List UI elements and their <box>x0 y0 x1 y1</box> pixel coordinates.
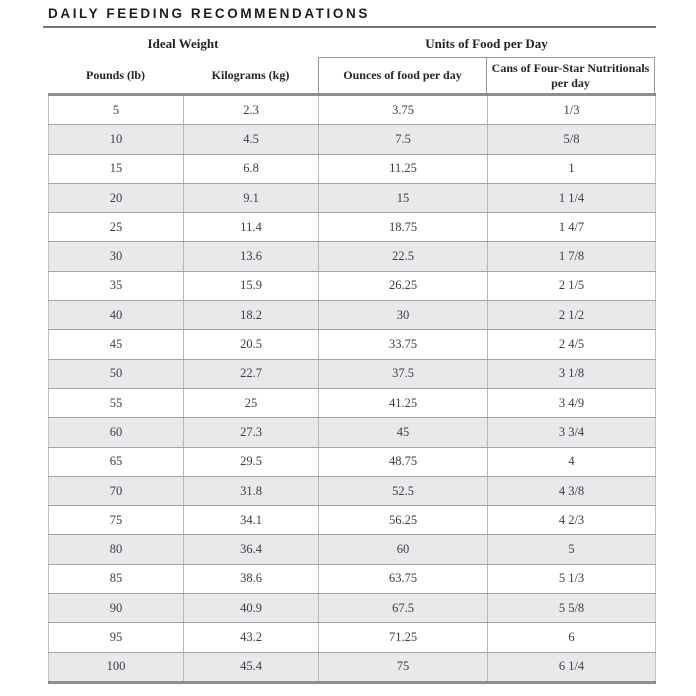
table-row <box>49 564 656 593</box>
column-header-kilograms-kg: Kilograms (kg) <box>211 67 290 82</box>
table-row <box>49 652 656 682</box>
cell-ounces-of-food-per-day: 15 <box>319 183 488 212</box>
cell-kilograms-kg: 25 <box>184 388 319 417</box>
cell-pounds-lb: 20 <box>49 183 184 212</box>
table-row <box>49 388 656 417</box>
cell-kilograms-kg: 4.5 <box>184 125 319 154</box>
cell-kilograms-kg: 29.5 <box>184 447 319 476</box>
cell-cans-per-day: 5/8 <box>488 125 656 154</box>
table-row <box>49 125 656 154</box>
table-row <box>49 242 656 271</box>
group-header-units-of-food: Units of Food per Day <box>425 36 548 51</box>
cell-pounds-lb: 45 <box>49 330 184 359</box>
cell-kilograms-kg: 20.5 <box>184 330 319 359</box>
cell-pounds-lb: 35 <box>49 271 184 300</box>
table-row <box>49 330 656 359</box>
table-row <box>49 447 656 476</box>
table-row <box>49 95 656 125</box>
cell-pounds-lb: 100 <box>106 659 126 674</box>
cell-cans-per-day: 4 <box>488 447 656 476</box>
table-row <box>49 213 656 242</box>
cell-pounds-lb: 75 <box>49 506 184 535</box>
table-row <box>49 183 656 212</box>
table-row <box>49 301 656 330</box>
cell-kilograms-kg: 11.4 <box>184 213 319 242</box>
cell-cans-per-day: 3 1/8 <box>488 359 656 388</box>
cell-cans-per-day: 2 4/5 <box>488 330 656 359</box>
column-header-ounces-of-food-per-day: Ounces of food per day <box>318 57 487 93</box>
cell-ounces-of-food-per-day: 75 <box>319 652 488 682</box>
cell-ounces-of-food-per-day: 37.5 <box>319 359 488 388</box>
table-row <box>49 271 656 300</box>
cell-pounds-lb: 90 <box>49 594 184 623</box>
cell-kilograms-kg: 31.8 <box>184 476 319 505</box>
cell-pounds-lb: 25 <box>49 213 184 242</box>
cell-ounces-of-food-per-day: 26.25 <box>319 271 488 300</box>
cell-cans-per-day: 2 1/2 <box>488 301 656 330</box>
cell-ounces-of-food-per-day: 45 <box>319 418 488 447</box>
cell-cans-per-day: 6 1/4 <box>488 652 656 682</box>
cell-kilograms-kg: 6.8 <box>184 154 319 183</box>
table-row <box>49 476 656 505</box>
cell-pounds-lb: 5 <box>49 95 184 125</box>
table-row <box>49 623 656 652</box>
cell-kilograms-kg: 27.3 <box>184 418 319 447</box>
cell-ounces-of-food-per-day: 41.25 <box>319 388 488 417</box>
cell-pounds-lb: 50 <box>49 359 184 388</box>
cell-kilograms-kg: 15.9 <box>184 271 319 300</box>
table-body <box>49 95 656 683</box>
cell-ounces-of-food-per-day: 52.5 <box>319 476 488 505</box>
cell-kilograms-kg: 13.6 <box>184 242 319 271</box>
cell-cans-per-day: 2 1/5 <box>488 271 656 300</box>
cell-ounces-of-food-per-day: 30 <box>319 301 488 330</box>
table-row <box>49 359 656 388</box>
cell-kilograms-kg: 43.2 <box>184 623 319 652</box>
cell-ounces-of-food-per-day: 7.5 <box>319 125 488 154</box>
cell-ounces-of-food-per-day: 56.25 <box>319 506 488 535</box>
cell-ounces-of-food-per-day: 48.75 <box>319 447 488 476</box>
cell-kilograms-kg: 40.9 <box>184 594 319 623</box>
cell-pounds-lb: 55 <box>49 388 184 417</box>
cell-ounces-of-food-per-day: 67.5 <box>319 594 488 623</box>
cell-pounds-lb: 70 <box>49 476 184 505</box>
cell-ounces-of-food-per-day: 11.25 <box>319 154 488 183</box>
cell-cans-per-day: 1 1/4 <box>488 183 656 212</box>
table-row <box>49 154 656 183</box>
column-header-pounds-lb: Pounds (lb) <box>85 67 146 82</box>
cell-cans-per-day: 4 3/8 <box>488 476 656 505</box>
cell-ounces-of-food-per-day: 63.75 <box>319 564 488 593</box>
group-header-ideal-weight: Ideal Weight <box>147 36 219 51</box>
cell-cans-per-day: 6 <box>488 623 656 652</box>
cell-cans-per-day: 3 4/9 <box>488 388 656 417</box>
page-title: DAILY FEEDING RECOMMENDATIONS <box>48 6 370 21</box>
table-row <box>49 418 656 447</box>
table-row <box>49 594 656 623</box>
cell-ounces-of-food-per-day: 22.5 <box>319 242 488 271</box>
cell-cans-per-day: 1 7/8 <box>488 242 656 271</box>
cell-kilograms-kg: 38.6 <box>184 564 319 593</box>
cell-pounds-lb: 80 <box>49 535 184 564</box>
cell-cans-per-day: 3 3/4 <box>488 418 656 447</box>
cell-pounds-lb: 30 <box>49 242 184 271</box>
cell-pounds-lb: 15 <box>49 154 184 183</box>
cell-pounds-lb: 40 <box>49 301 184 330</box>
cell-pounds-lb: 85 <box>49 564 184 593</box>
cell-pounds-lb: 10 <box>49 125 184 154</box>
cell-cans-per-day: 1/3 <box>488 95 656 125</box>
cell-cans-per-day: 1 4/7 <box>488 213 656 242</box>
cell-kilograms-kg: 2.3 <box>184 95 319 125</box>
cell-kilograms-kg: 36.4 <box>184 535 319 564</box>
cell-ounces-of-food-per-day: 71.25 <box>319 623 488 652</box>
cell-kilograms-kg: 34.1 <box>184 506 319 535</box>
cell-cans-per-day: 1 <box>488 154 656 183</box>
cell-pounds-lb: 95 <box>49 623 184 652</box>
feeding-recommendations-sheet <box>48 4 655 684</box>
cell-kilograms-kg: 18.2 <box>184 301 319 330</box>
cell-pounds-lb: 60 <box>49 418 184 447</box>
cell-cans-per-day: 5 1/3 <box>488 564 656 593</box>
table-row <box>49 506 656 535</box>
cell-ounces-of-food-per-day: 3.75 <box>319 95 488 125</box>
cell-kilograms-kg: 45.4 <box>184 652 319 682</box>
table-header <box>48 28 655 93</box>
table-row <box>49 535 656 564</box>
cell-kilograms-kg: 9.1 <box>184 183 319 212</box>
cell-cans-per-day: 5 <box>488 535 656 564</box>
column-header-cans-per-day: Cans of Four-Star Nutritionals per day <box>487 57 655 93</box>
cell-kilograms-kg: 22.7 <box>184 359 319 388</box>
cell-cans-per-day: 4 2/3 <box>488 506 656 535</box>
cell-pounds-lb: 65 <box>49 447 184 476</box>
cell-ounces-of-food-per-day: 33.75 <box>319 330 488 359</box>
feeding-table <box>48 93 656 684</box>
cell-ounces-of-food-per-day: 60 <box>319 535 488 564</box>
cell-ounces-of-food-per-day: 18.75 <box>319 213 488 242</box>
cell-cans-per-day: 5 5/8 <box>488 594 656 623</box>
